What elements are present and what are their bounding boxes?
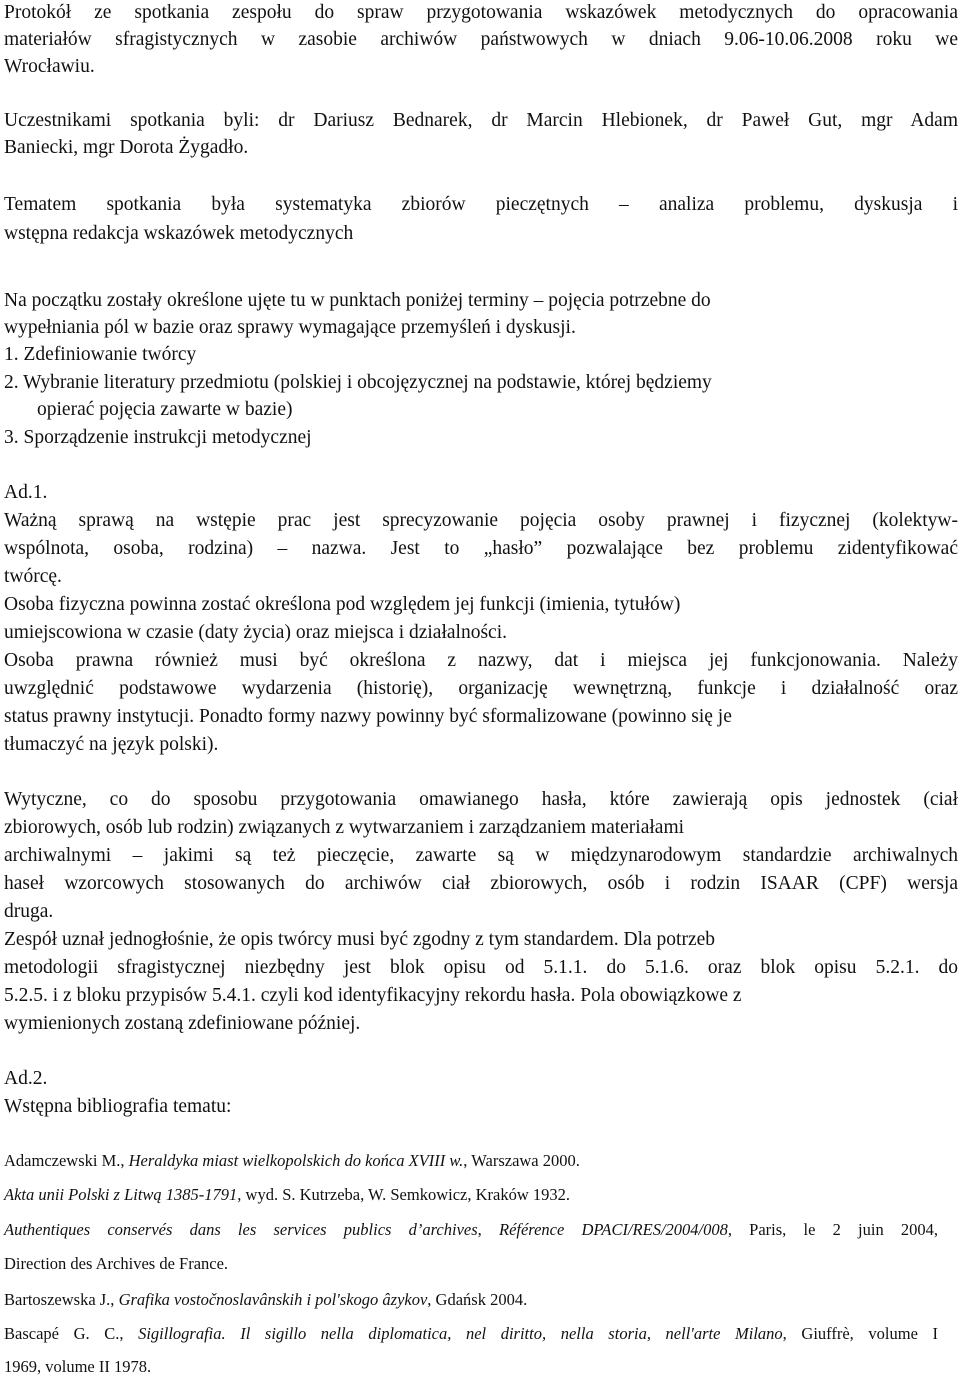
- bib-publication: , wyd. S. Kutrzeba, W. Semkowicz, Kraków 1932.: [237, 1185, 570, 1204]
- header-line-3: Wrocławiu.: [4, 56, 95, 77]
- ad1-line-11: zbiorowych, osób lub rodzin) związanych z wytwarzaniem i zarządzaniem materiałami: [4, 817, 685, 838]
- header-line-2: materiałów sfragistycznych w zasobie archiwów państwowych w dniach 9.06-10.06.2008 roku we: [4, 29, 958, 50]
- ad1-line-15: Zespół uznał jednogłośnie, że opis twórcy musi być zgodny z tym standardem. Dla potrzeb: [4, 929, 716, 950]
- bib-publication: , Warszawa 2000.: [463, 1151, 580, 1170]
- ad1-line-10: Wytyczne, co do sposobu przygotowania omawianego hasła, które zawierają opis jednostek (ciał: [4, 789, 958, 810]
- bib-title: Akta unii Polski z Litwą 1385-1791: [4, 1185, 238, 1204]
- ad1-line-3: twórcę.: [4, 566, 62, 587]
- bib-title: Authentiques conservés dans les services publics d’archives: [4, 1220, 478, 1239]
- ad1-line-7: uwzględnić podstawowe wydarzenia (historię), organizację wewnętrzną, funkcje i działalność oraz: [4, 678, 958, 699]
- bibliography-entry: [4, 1289, 527, 1311]
- topic-line-2: wstępna redakcja wskazówek metodycznych: [4, 223, 354, 244]
- bibliography-entry: [4, 1219, 938, 1241]
- bib-author: Adamczewski M.,: [4, 1151, 129, 1170]
- participants-line-1: Uczestnikami spotkania byli: dr Dariusz Bednarek, dr Marcin Hlebionek, dr Paweł Gut, mgr Adam: [4, 110, 958, 131]
- point-3: 3. Sporządzenie instrukcji metodycznej: [4, 427, 312, 448]
- ad1-line-14: druga.: [4, 901, 54, 922]
- bib-title: Sigillografia. Il sigillo nella diplomatica, nel diritto, nella storia, nell'arte Milano: [138, 1324, 783, 1343]
- ad1-line-13: haseł wzorcowych stosowanych do archiwów ciał zbiorowych, osób i rodzin ISAAR (CPF) wersja: [4, 873, 958, 894]
- topic-line-1: Tematem spotkania była systematyka zbiorów pieczętnych – analiza problemu, dyskusja i: [4, 194, 958, 215]
- bib-separator: ,: [477, 1220, 499, 1239]
- bib-publication: , Gdańsk 2004.: [427, 1290, 528, 1309]
- ad1-line-17: 5.2.5. i z bloku przypisów 5.4.1. czyli kod identyfikacyjny rekordu hasła. Pola obowiązkowe z: [4, 985, 742, 1006]
- bibliography-entry: [4, 1323, 938, 1345]
- ad1-line-1: Ważną sprawą na wstępie prac jest sprecyzowanie pojęcia osoby prawnej i fizycznej (kolektyw-: [4, 510, 958, 531]
- ad1-line-18: wymienionych zostaną zdefiniowane później.: [4, 1013, 361, 1034]
- bib-reference: Référence DPACI/RES/2004/008: [498, 1220, 728, 1239]
- header-line-1: Protokół ze spotkania zespołu do spraw przygotowania wskazówek metodycznych do opracowania: [4, 2, 958, 23]
- ad1-line-4: Osoba fizyczna powinna zostać określona pod względem jej funkcji (imienia, tytułów): [4, 594, 681, 615]
- bib-author: Bascapé G. C.,: [4, 1324, 139, 1343]
- bib-title: Heraldyka miast wielkopolskich do końca XVIII w.: [128, 1151, 464, 1170]
- ad1-line-6: Osoba prawna również musi być określona z nazwy, dat i miejsca jej funkcjonowania. Należy: [4, 650, 958, 671]
- ad2-heading: Ad.2.: [4, 1068, 48, 1089]
- ad1-line-8: status prawny instytucji. Ponadto formy nazwy powinny być sformalizowane (powinno się je: [4, 706, 732, 727]
- ad2-subheading: Wstępna bibliografia tematu:: [4, 1096, 232, 1117]
- bibliography-entry-continuation: 1969, volume II 1978.: [4, 1357, 152, 1376]
- point-2: 2. Wybranie literatury przedmiotu (polskiej i obcojęzycznej na podstawie, której będziemy: [4, 372, 712, 393]
- ad1-line-2: wspólnota, osoba, rodzina) – nazwa. Jest to „hasło” pozwalające bez problemu zidentyfikować: [4, 538, 958, 559]
- participants-line-2: Baniecki, mgr Dorota Żygadło.: [4, 137, 249, 158]
- bibliography-entry: [4, 1150, 580, 1172]
- bibliography-entry: [4, 1184, 570, 1206]
- bib-publication: , Paris, le 2 juin 2004,: [727, 1220, 939, 1239]
- bib-title: Grafika vostočnoslavânskih i pol'skogo âzykov: [118, 1290, 428, 1309]
- intro-line-2: wypełniania pól w bazie oraz sprawy wymagające przemyśleń i dyskusji.: [4, 317, 576, 338]
- ad1-line-5: umiejscowiona w czasie (daty życia) oraz miejsca i działalności.: [4, 622, 507, 643]
- ad1-heading: Ad.1.: [4, 482, 48, 503]
- ad1-line-9: tłumaczyć na język polski).: [4, 734, 219, 755]
- point-1: 1. Zdefiniowanie twórcy: [4, 344, 197, 365]
- point-2-continuation: opierać pojęcia zawarte w bazie): [37, 399, 293, 420]
- bib-author: Bartoszewska J.,: [4, 1290, 119, 1309]
- bibliography-entry-continuation: Direction des Archives de France.: [4, 1254, 229, 1273]
- ad1-line-12: archiwalnymi – jakimi są też pieczęcie, zawarte są w międzynarodowym standardzie archiwalnych: [4, 845, 958, 866]
- ad1-line-16: metodologii sfragistycznej niezbędny jest blok opisu od 5.1.1. do 5.1.6. oraz blok opisu 5.2.1. do: [4, 957, 958, 978]
- intro-line-1: Na początku zostały określone ujęte tu w punktach poniżej terminy – pojęcia potrzebne do: [4, 290, 711, 311]
- bib-publication: , Giuffrè, volume I: [782, 1324, 938, 1343]
